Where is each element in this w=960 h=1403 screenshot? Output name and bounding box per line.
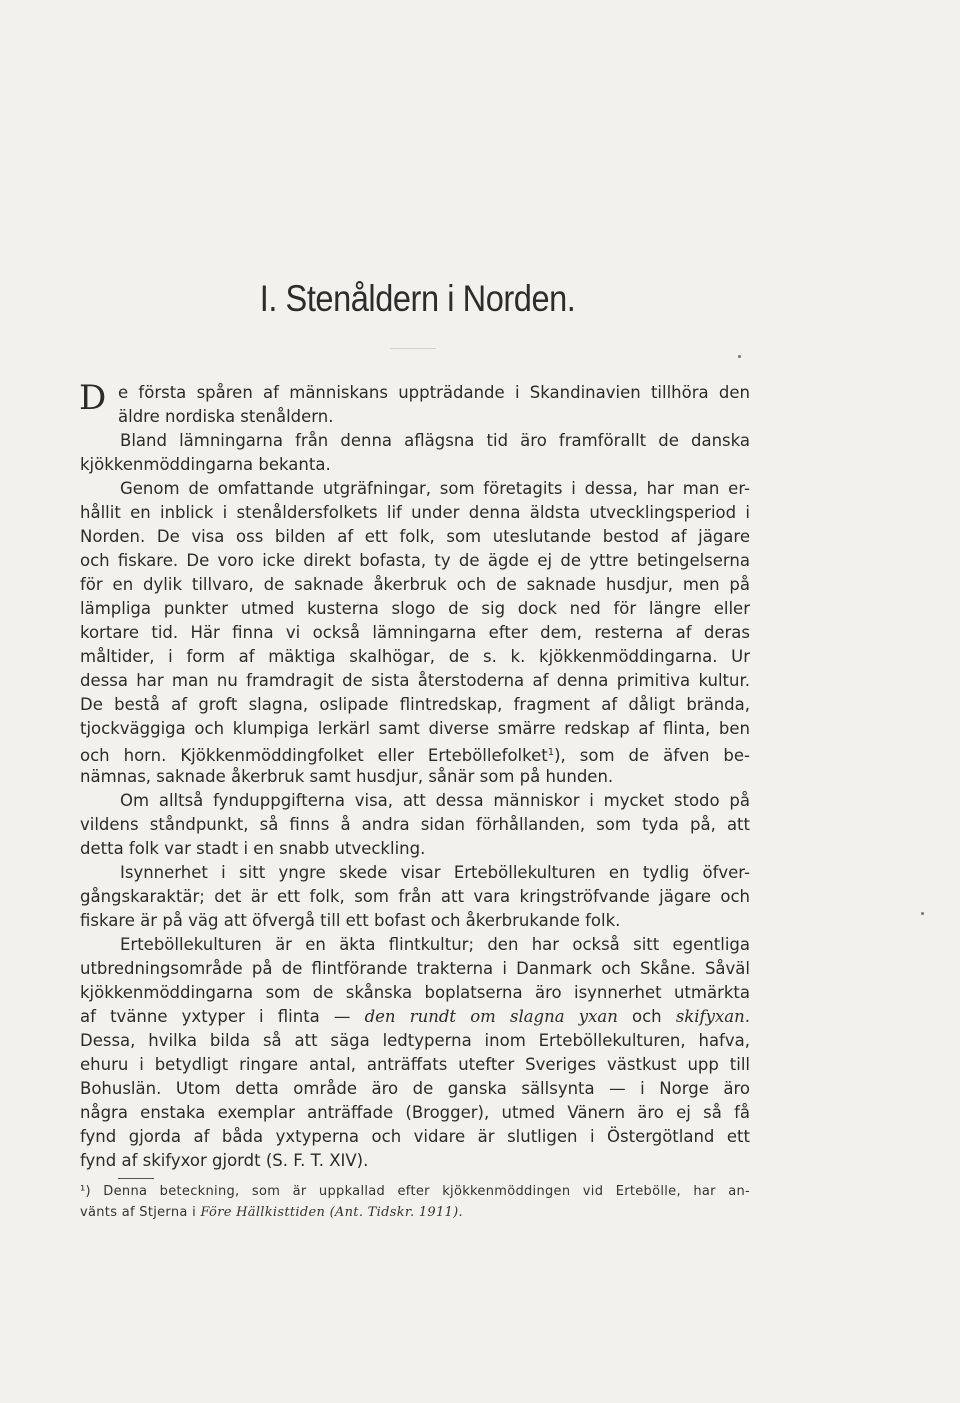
body-text	[79, 378, 750, 1173]
text-line: nämnas, saknade åkerbruk samt husdjur, sånär som på hunden.	[80, 767, 614, 786]
text-line: fiskare är på väg att öfvergå till ett bofast och åkerbrukande folk.	[80, 911, 621, 930]
text-line: fynd gjorda af båda yxtyperna och vidare är slutligen i Östergötland ett	[80, 1127, 750, 1146]
text-line: gångskaraktär; det är ett folk, som från att vara kringströfvande jägare och	[80, 887, 750, 906]
text-line: fynd af skifyxor gjordt (S. F. T. XIV).	[80, 1151, 369, 1170]
text-line: Bohuslän. Utom detta område äro de ganska sällsynta — i Norge äro	[80, 1079, 750, 1098]
italic-text: den rundt om slagna yxan	[364, 1007, 618, 1026]
text-line: Genom de omfattande utgräfningar, som företagits i dessa, har man er-	[120, 479, 750, 498]
chapter-title: I. Stenåldern i Norden.	[259, 278, 576, 319]
title-rule	[390, 348, 436, 349]
text-line: Dessa, hvilka bilda så att säga ledtyperna inom Erteböllekulturen, hafva,	[80, 1031, 750, 1050]
text-line: vildens ståndpunkt, så finns å andra sidan förhållanden, som tyda på, att	[80, 815, 750, 834]
italic-text: Före Hällkisttiden (Ant. Tidskr. 1911).	[200, 1205, 463, 1220]
text-span: ), som de äfven be-	[554, 746, 750, 765]
footnote-rule	[118, 1178, 154, 1179]
text-line: detta folk var stadt i en snabb utveckling.	[80, 839, 426, 858]
text-line: tjockväggiga och klumpiga lerkärl samt diverse smärre redskap af flinta, ben	[80, 719, 750, 738]
footnote-ref[interactable]: 1	[547, 747, 555, 758]
text-span: af tvänne yxtyper i flinta —	[80, 1007, 351, 1026]
text-line: Bland lämningarna från denna aflägsna tid äro framförallt de danska	[120, 431, 750, 450]
text-span: vänts af Stjerna i	[80, 1205, 197, 1220]
text-line: e första spåren af människans uppträdande i Skandinavien tillhöra den	[118, 383, 750, 402]
text-span: och horn. Kjökkenmöddingfolket eller Erteböllefolket	[80, 746, 548, 765]
text-line: kortare tid. Här finna vi också lämningarna efter dem, resterna af deras	[80, 623, 750, 642]
text-line: De bestå af groft slagna, oslipade flintredskap, fragment af dåligt brända,	[80, 695, 750, 714]
text-line: några enstaka exemplar anträffade (Brogger), utmed Vänern äro ej så få	[80, 1103, 750, 1122]
text-line: dessa har man nu framdragit de sista återstoderna af denna primitiva kultur.	[80, 671, 750, 690]
text-line: utbredningsområde på de flintförande trakterna i Danmark och Skåne. Såväl	[80, 959, 750, 978]
text-line: Norden. De visa oss bilden af ett folk, som uteslutande bestod af jägare	[80, 527, 750, 546]
footnote	[80, 1181, 750, 1223]
footnote-line	[80, 1202, 750, 1223]
text-line	[80, 1005, 750, 1029]
text-line: äldre nordiska stenåldern.	[118, 407, 334, 426]
text-line: för en dylik tillvaro, de saknade åkerbruk och de saknade husdjur, men på	[80, 575, 750, 594]
text-line: Om alltså fynduppgifterna visa, att dessa människor i mycket stodo på	[120, 791, 750, 810]
speck	[921, 912, 924, 915]
text-span: och	[632, 1007, 662, 1026]
drop-cap: D	[79, 378, 107, 418]
text-line: hållit en inblick i stenåldersfolkets lif under denna äldsta utvecklingsperiod i	[80, 503, 750, 522]
text-line: kjökkenmöddingarna som de skånska boplatserna äro isynnerhet utmärkta	[80, 983, 750, 1002]
text-line: ehuru i betydligt ringare antal, anträffats utefter Sveriges västkust upp till	[80, 1055, 750, 1074]
text-line: kjökkenmöddingarna bekanta.	[80, 455, 331, 474]
footnote-line: ¹) Denna beteckning, som är uppkallad efter kjökkenmöddingen vid Ertebölle, har an-	[80, 1184, 750, 1199]
text-line: Erteböllekulturen är en äkta flintkultur; den har också sitt egentliga	[120, 935, 750, 954]
text-line: lämpliga punkter utmed kusterna slogo de sig dock ned för längre eller	[80, 599, 750, 618]
text-line: Isynnerhet i sitt yngre skede visar Erteböllekulturen en tydlig öfver-	[120, 863, 750, 882]
italic-text: skifyxan.	[675, 1007, 750, 1026]
text-line: och fiskare. De voro icke direkt bofasta, ty de ägde ej de yttre betingelserna	[80, 551, 750, 570]
speck	[738, 355, 741, 358]
text-line	[80, 741, 750, 765]
text-line: måltider, i form af mäktiga skalhögar, de s. k. kjökkenmöddingarna. Ur	[80, 647, 750, 666]
